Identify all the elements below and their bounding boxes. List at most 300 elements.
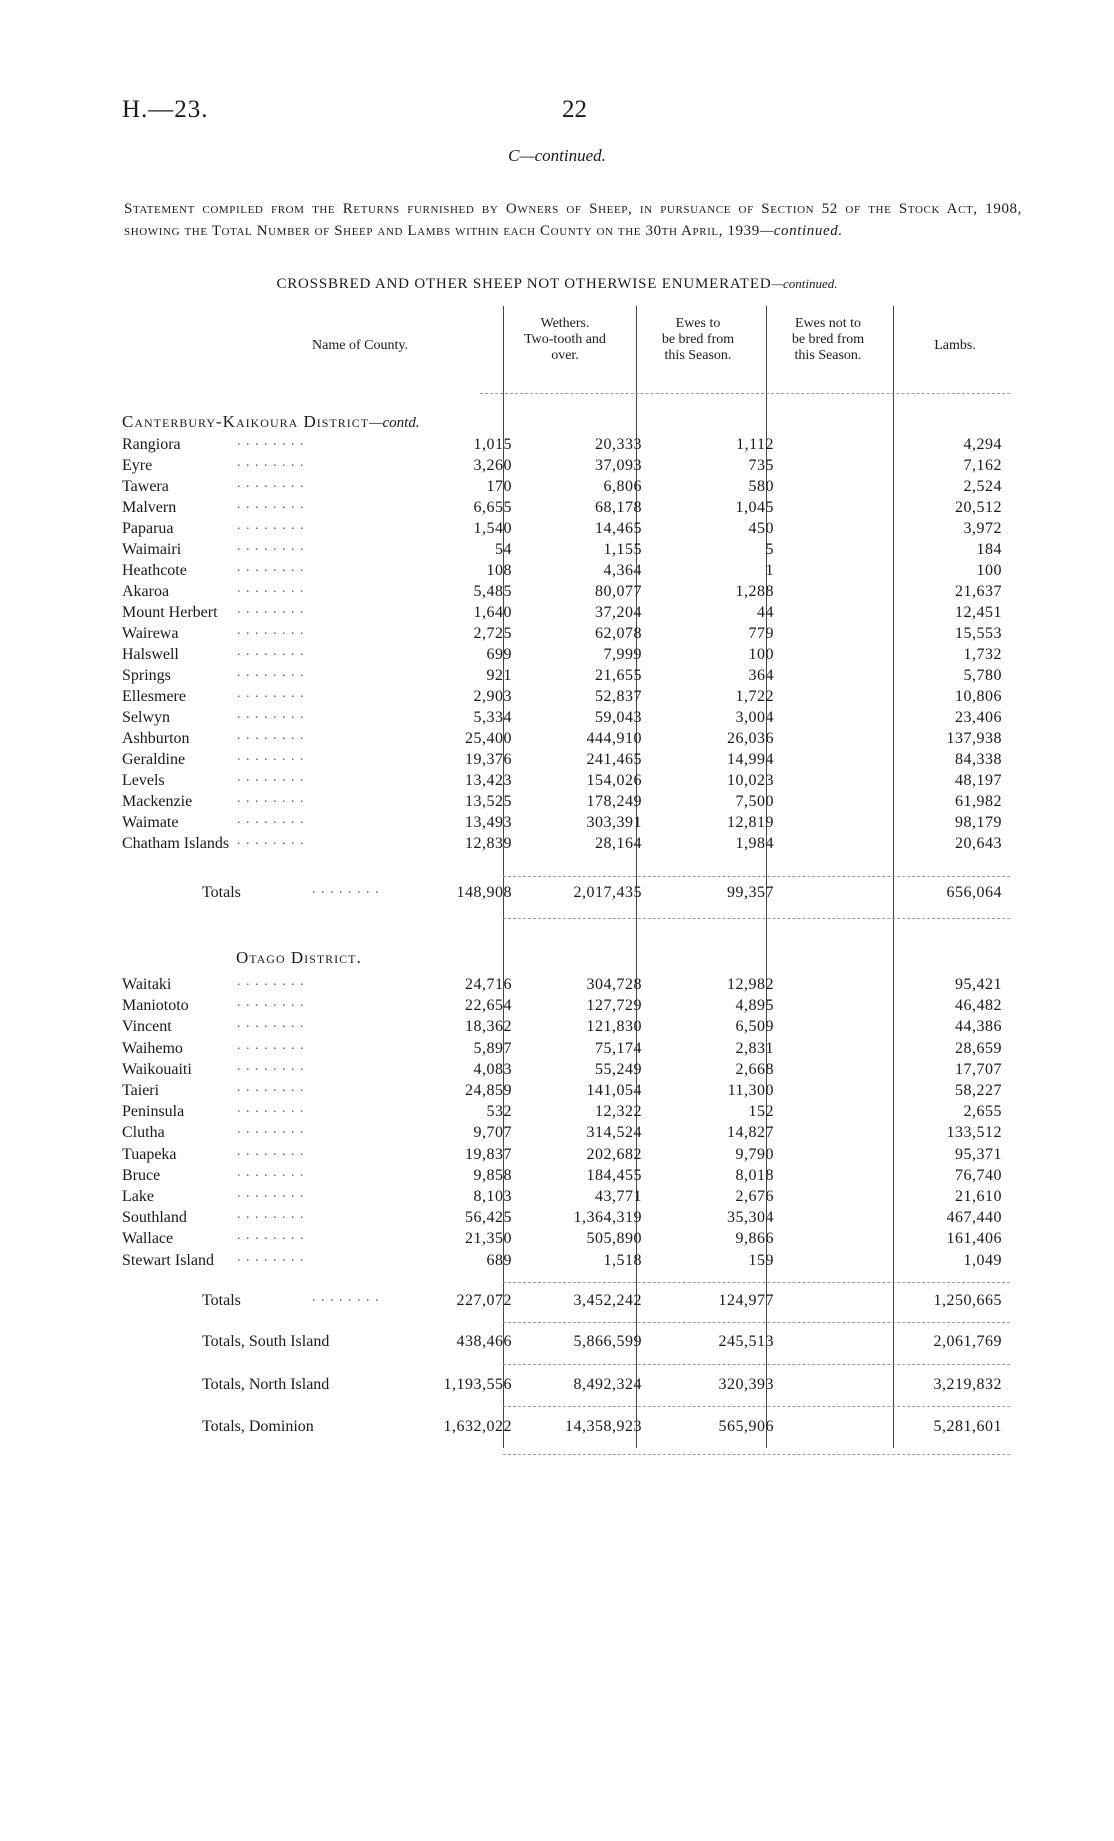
ewes-not-bred-value: 2,668 <box>735 1060 774 1078</box>
table-row <box>122 688 1002 709</box>
county-name: Waihemo <box>122 1039 183 1057</box>
table-row <box>122 814 1002 835</box>
canterbury-totals-row <box>122 884 1002 906</box>
otago-totals-row <box>122 1292 1002 1314</box>
ewes-not-bred-value: 11,300 <box>727 1082 774 1099</box>
county-name: Lake <box>122 1188 154 1205</box>
wethers-value: 5,897 <box>473 1039 512 1057</box>
south-island-totals-row <box>122 1333 1002 1355</box>
section-title-text: CROSSBRED AND OTHER SHEEP NOT OTHERWISE ENUMERATED <box>276 276 772 292</box>
dot-leader: . . . . . . . . <box>237 539 305 554</box>
table-row <box>122 562 1002 583</box>
col-header-ewes-bred-line2: be bred from <box>661 332 735 347</box>
dot-leader: . . . . . . . . <box>237 1164 305 1180</box>
table-row <box>122 646 1002 667</box>
dot-leader: . . . . . . . . <box>237 1249 305 1265</box>
lambs-value: 1,049 <box>963 1251 1002 1269</box>
wethers-value: 699 <box>486 646 512 663</box>
wethers-value: 19,376 <box>465 751 512 768</box>
dot-leader: . . . . . . . . <box>237 560 305 575</box>
lambs-value: 20,512 <box>955 499 1002 516</box>
wethers-value: 6,655 <box>473 499 512 516</box>
col-header-ewes-bred <box>636 316 760 364</box>
county-name: Waimate <box>122 814 179 831</box>
ewes-not-bred-value: 9,866 <box>735 1230 774 1248</box>
ewes-bred-value: 43,771 <box>595 1188 642 1205</box>
dot-leader: . . . . . . . . <box>237 1037 305 1053</box>
dot-leader: . . . . . . . . <box>237 707 305 722</box>
otago-totals-ewes-bred: 3,452,242 <box>573 1292 642 1309</box>
county-name: Ashburton <box>122 730 190 747</box>
dominion-totals-ewes-not: 565,906 <box>718 1418 774 1435</box>
county-name: Geraldine <box>122 751 186 768</box>
lambs-value: 23,406 <box>955 709 1002 726</box>
dot-leader: . . . . . . . . <box>237 812 305 827</box>
county-name: Malvern <box>122 499 177 516</box>
dot-leader: . . . . . . . . <box>237 1080 305 1095</box>
table-row <box>122 1164 1002 1188</box>
county-name: Heathcote <box>122 562 187 579</box>
col-header-wethers <box>503 316 627 364</box>
wethers-value: 24,859 <box>465 1082 512 1099</box>
lambs-value: 48,197 <box>955 772 1002 789</box>
county-name: Stewart Island <box>122 1251 214 1269</box>
dot-leader: . . . . . . . . <box>237 476 305 491</box>
county-name: Akaroa <box>122 583 170 600</box>
canterbury-totals-lambs: 656,064 <box>946 884 1002 901</box>
ewes-bred-value: 21,655 <box>595 667 642 684</box>
county-name: Chatham Islands <box>122 835 230 852</box>
canterbury-totals-wethers: 148,908 <box>456 884 512 901</box>
table-row <box>122 541 1002 562</box>
county-name: Bruce <box>122 1166 161 1184</box>
wethers-value: 1,540 <box>473 520 512 537</box>
canterbury-totals-ewes-not: 99,357 <box>727 884 774 901</box>
otago-totals-label: Totals <box>202 1292 241 1309</box>
canterbury-totals-rule <box>503 918 1010 919</box>
ewes-bred-value: 241,465 <box>586 751 642 768</box>
wethers-value: 13,525 <box>465 793 512 810</box>
ewes-not-bred-value: 100 <box>748 646 774 663</box>
wethers-value: 13,423 <box>465 772 512 789</box>
lambs-value: 20,643 <box>955 835 1002 852</box>
ewes-not-bred-value: 26,036 <box>727 730 774 747</box>
county-name: Levels <box>122 772 165 789</box>
wethers-value: 108 <box>486 562 512 579</box>
dominion-totals-wethers: 1,632,022 <box>443 1418 512 1435</box>
ewes-bred-value: 303,391 <box>586 814 642 831</box>
county-name: Tawera <box>122 478 169 495</box>
ewes-not-bred-value: 159 <box>748 1251 774 1269</box>
ewes-bred-value: 28,164 <box>595 835 642 852</box>
ewes-not-bred-value: 1,112 <box>736 436 774 453</box>
north-island-totals-lambs: 3,219,832 <box>933 1376 1002 1393</box>
dot-leader: . . . . . . . . <box>312 882 380 897</box>
wethers-value: 170 <box>486 478 512 495</box>
ewes-not-bred-value: 12,819 <box>727 814 774 831</box>
table-row <box>122 1124 1002 1145</box>
ewes-not-bred-value: 4,895 <box>735 997 774 1015</box>
county-name: Tuapeka <box>122 1145 177 1163</box>
wethers-value: 24,716 <box>465 976 512 993</box>
dot-leader: . . . . . . . . <box>237 728 305 743</box>
ewes-bred-value: 304,728 <box>586 976 642 993</box>
dot-leader: . . . . . . . . <box>237 581 305 596</box>
table-row <box>122 1037 1002 1061</box>
page-number: 22 <box>562 96 587 123</box>
col-header-wethers-line1: Wethers. <box>540 316 590 331</box>
county-name: Ellesmere <box>122 688 186 705</box>
ewes-not-bred-value: 14,994 <box>727 751 774 768</box>
dot-leader: . . . . . . . . <box>237 1186 305 1201</box>
dot-leader: . . . . . . . . <box>312 1290 380 1305</box>
wethers-value: 1,015 <box>473 436 512 453</box>
dot-leader: . . . . . . . . <box>237 1143 305 1159</box>
section-title <box>0 276 1114 293</box>
ewes-not-bred-value: 10,023 <box>727 772 774 789</box>
ewes-not-bred-value: 14,827 <box>727 1124 774 1142</box>
document-code: H.—23. <box>122 96 209 123</box>
county-name: Wallace <box>122 1230 174 1248</box>
wethers-value: 9,707 <box>473 1124 512 1142</box>
wethers-value: 12,839 <box>465 835 512 852</box>
ewes-bred-value: 141,054 <box>586 1082 642 1099</box>
county-name: Waimairi <box>122 541 182 558</box>
header-rule <box>480 393 1010 394</box>
dominion-totals-label: Totals, Dominion <box>202 1418 314 1435</box>
wethers-value: 56,425 <box>465 1209 512 1227</box>
ewes-not-bred-value: 2,831 <box>735 1039 774 1057</box>
ewes-bred-value: 154,026 <box>586 772 642 789</box>
dot-leader: . . . . . . . . <box>237 644 305 659</box>
otago-totals-lambs: 1,250,665 <box>933 1292 1002 1309</box>
wethers-value: 2,903 <box>473 688 512 705</box>
ewes-bred-value: 68,178 <box>595 499 642 516</box>
col-header-name: Name of County. <box>312 338 408 353</box>
table-row <box>122 520 1002 541</box>
county-name: Waitaki <box>122 976 172 993</box>
lambs-value: 17,707 <box>955 1060 1002 1078</box>
lambs-value: 1,732 <box>963 646 1002 663</box>
dot-leader: . . . . . . . . <box>237 833 305 848</box>
ewes-not-bred-value: 8,018 <box>735 1166 774 1184</box>
lambs-value: 15,553 <box>955 625 1002 642</box>
county-name: Rangiora <box>122 436 181 453</box>
wethers-value: 3,260 <box>473 457 512 474</box>
dot-leader: . . . . . . . . <box>237 974 305 989</box>
county-name: Halswell <box>122 646 179 663</box>
ewes-not-bred-value: 1,045 <box>735 499 774 516</box>
ewes-not-bred-value: 580 <box>748 478 774 495</box>
lambs-value: 84,338 <box>955 751 1002 768</box>
otago-totals-wethers: 227,072 <box>456 1292 512 1309</box>
ewes-bred-value: 75,174 <box>595 1039 642 1057</box>
wethers-value: 13,493 <box>465 814 512 831</box>
table-row <box>122 751 1002 772</box>
lambs-value: 2,524 <box>963 478 1002 495</box>
table-row <box>122 436 1002 457</box>
table-row <box>122 997 1002 1018</box>
dot-leader: . . . . . . . . <box>237 1228 305 1244</box>
dominion-rule <box>503 1454 1010 1455</box>
county-name: Eyre <box>122 457 153 474</box>
table-row <box>122 667 1002 688</box>
ewes-not-bred-value: 44 <box>757 604 774 621</box>
wethers-value: 18,362 <box>465 1018 512 1036</box>
col-header-ewes-not-bred <box>766 316 890 364</box>
lambs-value: 21,637 <box>955 583 1002 600</box>
table-row <box>122 583 1002 604</box>
county-name: Peninsula <box>122 1103 185 1121</box>
table-row <box>122 499 1002 520</box>
dot-leader: . . . . . . . . <box>237 791 305 806</box>
ewes-bred-value: 202,682 <box>586 1145 642 1163</box>
lambs-value: 137,938 <box>946 730 1002 747</box>
ewes-bred-value: 6,806 <box>603 478 642 495</box>
wethers-value: 54 <box>495 541 512 558</box>
county-name: Mount Herbert <box>122 604 218 621</box>
ewes-bred-value: 7,999 <box>603 646 642 663</box>
lambs-value: 184 <box>976 541 1002 558</box>
lambs-value: 61,982 <box>955 793 1002 810</box>
ewes-bred-value: 37,093 <box>595 457 642 474</box>
table-row <box>122 478 1002 499</box>
dot-leader: . . . . . . . . <box>237 434 305 449</box>
dot-leader: . . . . . . . . <box>237 1122 305 1138</box>
ewes-bred-value: 14,465 <box>595 520 642 537</box>
dot-leader: . . . . . . . . <box>237 1207 305 1223</box>
statement-heading <box>124 198 1022 242</box>
table-row <box>122 1230 1002 1251</box>
wethers-value: 21,350 <box>465 1230 512 1248</box>
ewes-bred-value: 20,333 <box>595 436 642 453</box>
county-name: Mackenzie <box>122 793 193 810</box>
ewes-not-bred-value: 12,982 <box>727 976 774 993</box>
lambs-value: 28,659 <box>955 1039 1002 1057</box>
ewes-bred-value: 178,249 <box>586 793 642 810</box>
ewes-bred-value: 444,910 <box>586 730 642 747</box>
wethers-value: 5,334 <box>473 709 512 726</box>
county-name: Selwyn <box>122 709 170 726</box>
table-row <box>122 1143 1002 1167</box>
table-row <box>122 604 1002 625</box>
county-name: Springs <box>122 667 171 684</box>
lambs-value: 58,227 <box>955 1082 1002 1099</box>
col-header-wethers-line3: over. <box>551 348 579 363</box>
col-header-ewes-bred-line1: Ewes to <box>675 316 721 331</box>
table-row <box>122 1018 1002 1039</box>
north-island-totals-ewes-not: 320,393 <box>718 1376 774 1393</box>
table-row <box>122 457 1002 478</box>
col-header-wethers-line2: Two-tooth and <box>524 332 606 347</box>
lambs-value: 100 <box>976 562 1002 579</box>
ewes-not-bred-value: 7,500 <box>735 793 774 810</box>
dot-leader: . . . . . . . . <box>237 1101 305 1117</box>
dot-leader: . . . . . . . . <box>237 995 305 1011</box>
ewes-not-bred-value: 152 <box>748 1103 774 1121</box>
south-island-totals-lambs: 2,061,769 <box>933 1333 1002 1350</box>
col-header-ewes-bred-line3: this Season. <box>664 348 732 363</box>
ewes-not-bred-value: 364 <box>748 667 774 684</box>
ewes-not-bred-value: 1 <box>765 562 774 579</box>
lambs-value: 95,421 <box>955 976 1002 993</box>
section-title-continued: —continued. <box>771 276 838 291</box>
table-row <box>122 1209 1002 1230</box>
table-row <box>122 1103 1002 1124</box>
lambs-value: 98,179 <box>955 814 1002 831</box>
ewes-not-bred-value: 2,676 <box>735 1188 774 1205</box>
south-island-totals-ewes-not: 245,513 <box>718 1333 774 1350</box>
dot-leader: . . . . . . . . <box>237 686 305 701</box>
ewes-not-bred-value: 35,304 <box>727 1209 774 1227</box>
lambs-value: 12,451 <box>955 604 1002 621</box>
county-name: Clutha <box>122 1124 165 1142</box>
ewes-bred-value: 80,077 <box>595 583 642 600</box>
ewes-bred-value: 12,322 <box>595 1103 642 1121</box>
col-header-ewes-not-bred-line3: this Season. <box>794 348 862 363</box>
ewes-bred-value: 1,518 <box>603 1251 642 1269</box>
otago-subtotal-rule <box>503 1282 1010 1283</box>
lambs-value: 46,482 <box>955 997 1002 1015</box>
table-row <box>122 730 1002 751</box>
ewes-not-bred-value: 1,722 <box>735 688 774 705</box>
ewes-bred-value: 184,455 <box>586 1166 642 1184</box>
lambs-value: 7,162 <box>963 457 1002 474</box>
wethers-value: 19,837 <box>465 1145 512 1163</box>
table-row <box>122 772 1002 793</box>
north-island-totals-wethers: 1,193,556 <box>443 1376 512 1393</box>
ewes-bred-value: 52,837 <box>595 688 642 705</box>
wethers-value: 22,654 <box>465 997 512 1015</box>
ewes-not-bred-value: 1,288 <box>735 583 774 600</box>
ewes-not-bred-value: 3,004 <box>735 709 774 726</box>
ewes-not-bred-value: 9,790 <box>735 1145 774 1163</box>
canterbury-totals-label: Totals <box>202 884 241 901</box>
table-row <box>122 1082 1002 1103</box>
ewes-bred-value: 62,078 <box>595 625 642 642</box>
dot-leader: . . . . . . . . <box>237 602 305 617</box>
table-row <box>122 625 1002 646</box>
ewes-bred-value: 37,204 <box>595 604 642 621</box>
wethers-value: 921 <box>486 667 512 684</box>
ewes-not-bred-value: 735 <box>748 457 774 474</box>
lambs-value: 44,386 <box>955 1018 1002 1036</box>
otago-totals-rule <box>503 1322 1010 1323</box>
wethers-value: 25,400 <box>465 730 512 747</box>
ewes-bred-value: 505,890 <box>586 1230 642 1248</box>
ewes-bred-value: 127,729 <box>586 997 642 1015</box>
ewes-bred-value: 1,155 <box>603 541 642 558</box>
lambs-value: 76,740 <box>955 1166 1002 1184</box>
county-name: Vincent <box>122 1018 172 1036</box>
table-row <box>122 1249 1002 1273</box>
south-island-totals-wethers: 438,466 <box>456 1333 512 1350</box>
dominion-totals-lambs: 5,281,601 <box>933 1418 1002 1435</box>
statement-continued: —continued. <box>759 223 843 239</box>
table-row <box>122 976 1002 997</box>
dot-leader: . . . . . . . . <box>237 455 305 470</box>
canterbury-district-name: Canterbury-Kaikoura District <box>122 412 370 431</box>
ewes-not-bred-value: 6,509 <box>735 1018 774 1036</box>
table-row <box>122 793 1002 814</box>
lambs-value: 95,371 <box>955 1145 1002 1163</box>
statement-text: Statement compiled from the Returns furnished by Owners of Sheep, in pursuance of Section 52 of the Stock Act, 1908, showing the Total Number of Sheep and Lambs within each County on the 30th April, 1939 <box>124 201 1022 239</box>
county-name: Paparua <box>122 520 174 537</box>
wethers-value: 532 <box>486 1103 512 1121</box>
north-island-totals-ewes-bred: 8,492,324 <box>573 1376 642 1393</box>
ewes-bred-value: 121,830 <box>586 1018 642 1036</box>
canterbury-district-contd: —contd. <box>369 415 420 431</box>
wethers-value: 8,103 <box>473 1188 512 1205</box>
ewes-not-bred-value: 779 <box>748 625 774 642</box>
ewes-bred-value: 314,524 <box>586 1124 642 1142</box>
county-name: Waikouaiti <box>122 1060 192 1078</box>
dominion-totals-ewes-bred: 14,358,923 <box>565 1418 642 1435</box>
canterbury-totals-ewes-bred: 2,017,435 <box>573 884 642 901</box>
wethers-value: 9,858 <box>473 1166 512 1184</box>
south-island-totals-label: Totals, South Island <box>202 1333 330 1350</box>
col-header-ewes-not-bred-line1: Ewes not to <box>794 316 862 331</box>
lambs-value: 161,406 <box>946 1230 1002 1248</box>
wethers-value: 4,083 <box>473 1060 512 1078</box>
county-name: Taieri <box>122 1082 160 1099</box>
south-island-rule <box>503 1364 1010 1365</box>
county-name: Southland <box>122 1209 187 1227</box>
dot-leader: . . . . . . . . <box>237 770 305 785</box>
north-island-rule <box>503 1406 1010 1407</box>
col-header-ewes-not-bred-line2: be bred from <box>791 332 865 347</box>
dot-leader: . . . . . . . . <box>237 518 305 533</box>
ewes-bred-value: 55,249 <box>595 1060 642 1078</box>
table-row <box>122 1058 1002 1082</box>
north-island-totals-row <box>122 1376 1002 1398</box>
dot-leader: . . . . . . . . <box>237 665 305 680</box>
canterbury-district-title <box>122 412 420 432</box>
wethers-value: 689 <box>486 1251 512 1269</box>
lambs-value: 133,512 <box>946 1124 1002 1142</box>
ewes-not-bred-value: 450 <box>748 520 774 537</box>
lambs-value: 10,806 <box>955 688 1002 705</box>
table-continued-heading: C—continued. <box>508 146 606 165</box>
ewes-not-bred-value: 5 <box>765 541 774 558</box>
south-island-totals-ewes-bred: 5,866,599 <box>573 1333 642 1350</box>
ewes-not-bred-value: 1,984 <box>735 835 774 852</box>
table-row <box>122 709 1002 730</box>
canterbury-subtotal-rule <box>503 876 1010 877</box>
lambs-value: 4,294 <box>963 436 1002 453</box>
wethers-value: 1,640 <box>473 604 512 621</box>
north-island-totals-label: Totals, North Island <box>202 1376 330 1393</box>
dot-leader: . . . . . . . . <box>237 749 305 764</box>
ewes-bred-value: 1,364,319 <box>573 1209 642 1227</box>
lambs-value: 2,655 <box>963 1103 1002 1121</box>
county-name: Wairewa <box>122 625 179 642</box>
otago-district-title: Otago District. <box>236 948 362 967</box>
otago-totals-ewes-not: 124,977 <box>718 1292 774 1309</box>
lambs-value: 21,610 <box>955 1188 1002 1205</box>
lambs-value: 467,440 <box>946 1209 1002 1227</box>
wethers-value: 5,485 <box>473 583 512 600</box>
lambs-value: 3,972 <box>963 520 1002 537</box>
ewes-bred-value: 59,043 <box>595 709 642 726</box>
lambs-value: 5,780 <box>963 667 1002 684</box>
col-header-lambs: Lambs. <box>934 338 976 353</box>
dot-leader: . . . . . . . . <box>237 623 305 638</box>
table-row <box>122 835 1002 856</box>
wethers-value: 2,725 <box>473 625 512 642</box>
table-row <box>122 1188 1002 1209</box>
county-name: Maniototo <box>122 997 189 1015</box>
